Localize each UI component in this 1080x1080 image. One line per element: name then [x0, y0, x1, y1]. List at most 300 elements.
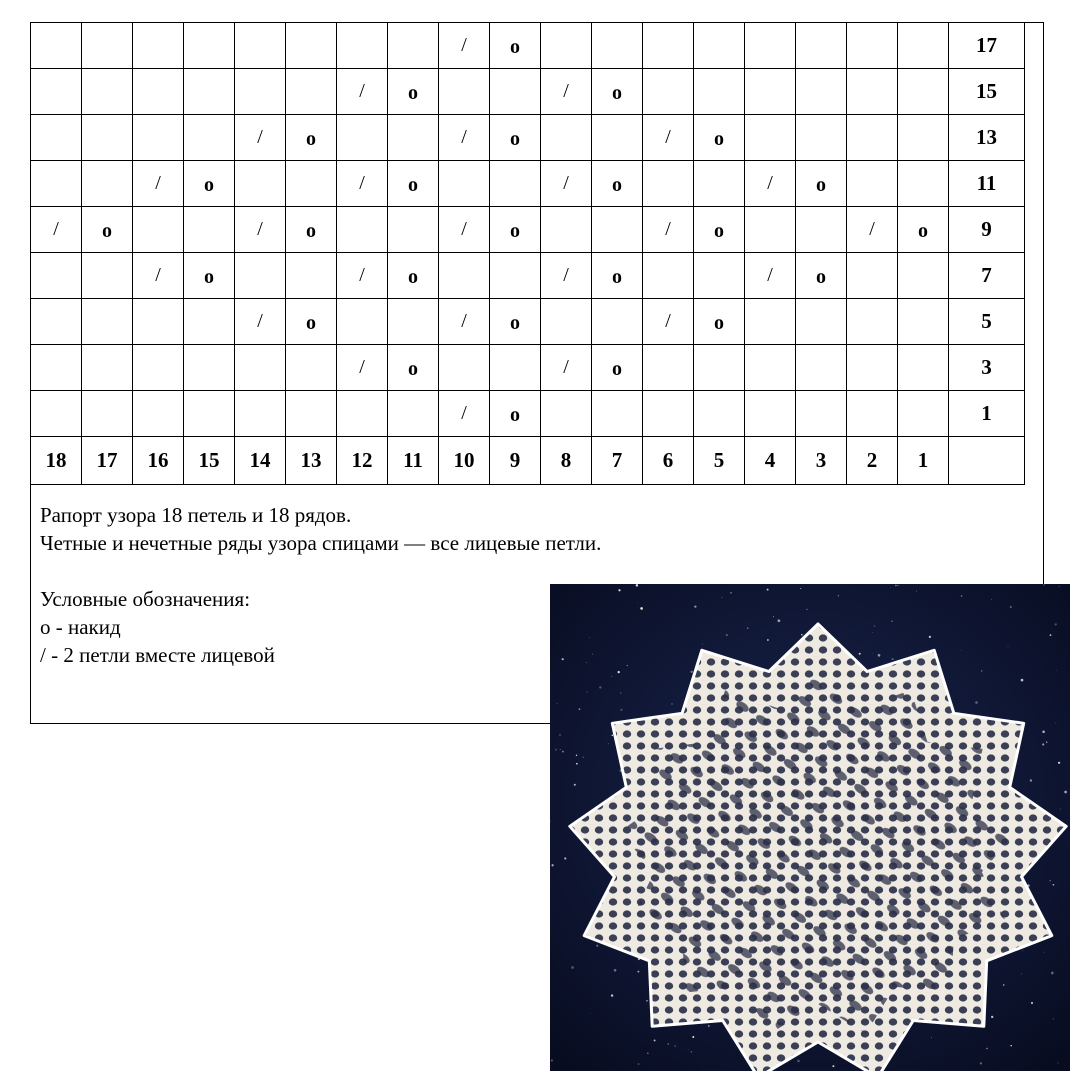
- knit-cell: [337, 207, 388, 253]
- knit-cell: [898, 253, 949, 299]
- yarn-over-cell: o: [286, 115, 337, 161]
- star: [608, 743, 609, 744]
- yarn-over-cell: o: [694, 115, 745, 161]
- yarn-over-cell: o: [388, 345, 439, 391]
- star: [551, 1060, 553, 1062]
- knit-cell: [847, 345, 898, 391]
- row-number: 3: [949, 345, 1025, 391]
- knit-cell: [235, 161, 286, 207]
- knit-cell: [184, 69, 235, 115]
- knit-cell: [898, 391, 949, 437]
- star: [1042, 743, 1044, 745]
- star: [980, 1062, 982, 1064]
- column-number: 12: [337, 437, 388, 485]
- knit-cell: [541, 115, 592, 161]
- star: [891, 620, 893, 622]
- knit-cell: [847, 253, 898, 299]
- knit-cell: [184, 391, 235, 437]
- star: [806, 609, 807, 610]
- column-number: 2: [847, 437, 898, 485]
- star: [1064, 791, 1067, 794]
- row-number: 9: [949, 207, 1025, 253]
- star: [767, 639, 769, 641]
- knit-cell: [133, 391, 184, 437]
- k2tog-cell: /: [235, 299, 286, 345]
- chart-row: [31, 115, 1025, 161]
- k2tog-cell: /: [541, 253, 592, 299]
- knit-cell: [592, 23, 643, 69]
- star: [722, 597, 723, 598]
- star: [638, 1063, 640, 1065]
- star: [1008, 646, 1009, 647]
- star: [1053, 884, 1055, 886]
- knit-cell: [745, 115, 796, 161]
- knit-cell: [439, 69, 490, 115]
- knit-cell: [133, 115, 184, 161]
- star: [620, 692, 622, 694]
- k2tog-cell: /: [745, 253, 796, 299]
- yarn-over-cell: o: [592, 69, 643, 115]
- knit-cell: [388, 391, 439, 437]
- knit-cell: [388, 299, 439, 345]
- star: [1022, 950, 1023, 951]
- k2tog-cell: /: [133, 161, 184, 207]
- star: [747, 627, 749, 629]
- chart-row: [31, 161, 1025, 207]
- star: [583, 757, 584, 758]
- knit-cell: [235, 23, 286, 69]
- k2tog-cell: /: [439, 299, 490, 345]
- row-number: 11: [949, 161, 1025, 207]
- knit-cell: [898, 115, 949, 161]
- yarn-over-cell: o: [286, 207, 337, 253]
- star: [961, 650, 962, 651]
- k2tog-cell: /: [745, 161, 796, 207]
- star: [890, 587, 891, 588]
- star: [872, 632, 873, 633]
- knit-cell: [388, 115, 439, 161]
- star: [1053, 1019, 1054, 1020]
- star: [1051, 972, 1054, 975]
- star: [832, 1065, 834, 1067]
- knit-cell: [745, 391, 796, 437]
- k2tog-cell: /: [847, 207, 898, 253]
- star: [838, 595, 839, 596]
- star: [1043, 584, 1044, 585]
- star: [1044, 952, 1045, 953]
- star: [576, 763, 578, 765]
- knit-cell: [184, 23, 235, 69]
- star: [560, 749, 561, 750]
- star: [730, 592, 731, 593]
- knit-cell: [541, 299, 592, 345]
- knit-cell: [796, 23, 847, 69]
- column-number: 6: [643, 437, 694, 485]
- knit-cell: [694, 253, 745, 299]
- knit-cell: [439, 161, 490, 207]
- column-number: 3: [796, 437, 847, 485]
- knit-cell: [745, 345, 796, 391]
- star: [627, 665, 628, 666]
- chart-row: [31, 23, 1025, 69]
- knit-cell: [490, 345, 541, 391]
- star: [620, 709, 622, 711]
- star: [1042, 731, 1045, 734]
- k2tog-cell: /: [235, 115, 286, 161]
- notes-spacer: [40, 557, 1040, 585]
- star: [991, 599, 992, 600]
- knit-cell: [592, 115, 643, 161]
- knit-cell: [337, 115, 388, 161]
- knit-cell: [337, 391, 388, 437]
- knit-cell: [82, 253, 133, 299]
- knit-cell: [184, 115, 235, 161]
- knit-cell: [133, 69, 184, 115]
- knit-cell: [694, 345, 745, 391]
- knit-cell: [184, 207, 235, 253]
- k2tog-cell: /: [439, 207, 490, 253]
- knit-cell: [286, 161, 337, 207]
- knit-cell: [184, 299, 235, 345]
- corner-cell: [949, 437, 1025, 485]
- star: [618, 671, 620, 673]
- k2tog-cell: /: [337, 161, 388, 207]
- knit-cell: [439, 253, 490, 299]
- knit-cell: [286, 69, 337, 115]
- knit-cell: [694, 161, 745, 207]
- star: [692, 1036, 694, 1038]
- star: [586, 662, 587, 663]
- knit-cell: [847, 299, 898, 345]
- yarn-over-cell: o: [694, 299, 745, 345]
- chart-row: [31, 207, 1025, 253]
- column-number: 8: [541, 437, 592, 485]
- star: [574, 784, 576, 786]
- star: [599, 686, 601, 688]
- legend-title: Условные обозначения:: [40, 587, 251, 611]
- star: [1049, 880, 1050, 881]
- star: [618, 589, 620, 591]
- star: [1059, 586, 1060, 587]
- star: [981, 670, 982, 671]
- knit-cell: [847, 115, 898, 161]
- star: [874, 625, 875, 626]
- knit-cell: [796, 207, 847, 253]
- star: [612, 735, 614, 737]
- yarn-over-cell: o: [490, 391, 541, 437]
- knit-cell: [490, 161, 541, 207]
- star: [668, 1043, 669, 1044]
- knit-cell: [286, 391, 337, 437]
- knit-cell: [337, 299, 388, 345]
- knit-cell: [745, 207, 796, 253]
- yarn-over-cell: o: [694, 207, 745, 253]
- star: [1060, 809, 1061, 810]
- k2tog-cell: /: [235, 207, 286, 253]
- knit-cell: [745, 23, 796, 69]
- star: [878, 654, 881, 657]
- column-number: 15: [184, 437, 235, 485]
- knit-cell: [643, 69, 694, 115]
- knit-cell: [286, 345, 337, 391]
- knit-cell: [694, 391, 745, 437]
- star: [596, 945, 598, 947]
- star: [892, 658, 894, 660]
- star: [637, 971, 639, 973]
- yarn-over-cell: o: [796, 161, 847, 207]
- star: [1046, 741, 1048, 743]
- knit-cell: [388, 23, 439, 69]
- star: [571, 966, 574, 969]
- star: [800, 588, 801, 589]
- star: [1058, 1062, 1059, 1063]
- column-number: 16: [133, 437, 184, 485]
- knit-cell: [643, 345, 694, 391]
- knit-cell: [31, 115, 82, 161]
- star: [708, 1025, 710, 1027]
- knit-cell: [235, 69, 286, 115]
- star: [647, 1053, 648, 1054]
- knit-cell: [286, 23, 337, 69]
- star: [555, 749, 557, 751]
- star: [1010, 606, 1012, 608]
- knit-cell: [847, 69, 898, 115]
- knit-cell: [31, 345, 82, 391]
- row-number: 17: [949, 23, 1025, 69]
- star: [916, 591, 917, 592]
- chart-row: [31, 299, 1025, 345]
- chart-row: [31, 253, 1025, 299]
- star: [611, 994, 613, 996]
- yarn-over-cell: o: [592, 253, 643, 299]
- star: [702, 644, 703, 645]
- knit-cell: [31, 69, 82, 115]
- star: [859, 653, 861, 655]
- knit-cell: [592, 391, 643, 437]
- star: [1050, 634, 1052, 636]
- star: [694, 605, 696, 607]
- knit-cell: [235, 345, 286, 391]
- knit-cell: [694, 69, 745, 115]
- k2tog-cell: /: [643, 299, 694, 345]
- knit-cell: [31, 253, 82, 299]
- column-number: 10: [439, 437, 490, 485]
- k2tog-cell: /: [439, 391, 490, 437]
- knit-cell: [82, 115, 133, 161]
- star: [929, 636, 931, 638]
- knit-cell: [235, 391, 286, 437]
- row-number: 7: [949, 253, 1025, 299]
- knit-cell: [82, 161, 133, 207]
- star: [1003, 984, 1004, 985]
- column-number: 13: [286, 437, 337, 485]
- knit-cell: [643, 253, 694, 299]
- knit-cell: [643, 391, 694, 437]
- knit-cell: [286, 253, 337, 299]
- star: [691, 1051, 693, 1053]
- star: [559, 734, 561, 736]
- k2tog-cell: /: [439, 23, 490, 69]
- star: [579, 708, 581, 710]
- yarn-over-cell: o: [898, 207, 949, 253]
- knit-cell: [439, 345, 490, 391]
- knit-cell: [541, 207, 592, 253]
- knit-cell: [898, 345, 949, 391]
- knit-cell: [847, 23, 898, 69]
- knit-cell: [31, 161, 82, 207]
- knit-cell: [82, 23, 133, 69]
- k2tog-cell: /: [643, 115, 694, 161]
- legend-k2tog: / - 2 петли вместе лицевой: [40, 643, 275, 667]
- star: [931, 1037, 932, 1038]
- knit-cell: [82, 391, 133, 437]
- star: [1031, 1002, 1033, 1004]
- chart-row: [31, 69, 1025, 115]
- star: [562, 751, 564, 753]
- knit-cell: [133, 207, 184, 253]
- star: [767, 589, 769, 591]
- star: [1030, 779, 1032, 781]
- column-number: 14: [235, 437, 286, 485]
- row-number: 1: [949, 391, 1025, 437]
- legend-yarn-over: о - накид: [40, 615, 121, 639]
- star: [646, 1000, 648, 1002]
- k2tog-cell: /: [439, 115, 490, 161]
- star: [1058, 762, 1060, 764]
- k2tog-cell: /: [337, 345, 388, 391]
- knit-cell: [82, 345, 133, 391]
- row-number: 5: [949, 299, 1025, 345]
- star: [551, 864, 553, 866]
- star: [688, 1049, 689, 1050]
- star: [895, 585, 897, 587]
- k2tog-cell: /: [337, 69, 388, 115]
- chart-row: [31, 345, 1025, 391]
- star: [726, 634, 728, 636]
- star: [636, 584, 638, 586]
- knit-cell: [82, 69, 133, 115]
- star: [690, 671, 692, 673]
- star: [611, 676, 612, 677]
- star: [797, 1060, 800, 1063]
- knit-cell: [745, 299, 796, 345]
- knit-cell: [898, 299, 949, 345]
- star: [562, 658, 564, 660]
- yarn-over-cell: o: [592, 161, 643, 207]
- yarn-over-cell: o: [286, 299, 337, 345]
- knit-cell: [643, 23, 694, 69]
- star: [564, 857, 566, 859]
- column-number: 7: [592, 437, 643, 485]
- star: [961, 595, 963, 597]
- k2tog-cell: /: [31, 207, 82, 253]
- knit-cell: [898, 23, 949, 69]
- star: [773, 616, 774, 617]
- knit-cell: [184, 345, 235, 391]
- yarn-over-cell: o: [490, 299, 541, 345]
- column-number: 4: [745, 437, 796, 485]
- star: [592, 654, 593, 655]
- knit-cell: [796, 391, 847, 437]
- knitting-chart-grid: [30, 22, 1025, 485]
- star: [640, 607, 643, 610]
- knit-cell: [133, 299, 184, 345]
- star: [897, 585, 898, 586]
- star: [614, 969, 617, 972]
- column-number: 18: [31, 437, 82, 485]
- star: [587, 692, 588, 693]
- column-number: 1: [898, 437, 949, 485]
- star: [1010, 1045, 1011, 1046]
- star: [703, 1070, 704, 1071]
- yarn-over-cell: o: [388, 161, 439, 207]
- star: [590, 1013, 591, 1014]
- knit-cell: [745, 69, 796, 115]
- k2tog-cell: /: [133, 253, 184, 299]
- column-number: 9: [490, 437, 541, 485]
- knit-cell: [235, 253, 286, 299]
- k2tog-cell: /: [541, 345, 592, 391]
- chart-row: [31, 391, 1025, 437]
- column-number: 5: [694, 437, 745, 485]
- star: [637, 602, 638, 603]
- star: [576, 755, 577, 756]
- yarn-over-cell: o: [82, 207, 133, 253]
- k2tog-cell: /: [541, 161, 592, 207]
- repeat-note: Рапорт узора 18 петель и 18 рядов.: [40, 503, 352, 527]
- star: [1056, 670, 1057, 671]
- yarn-over-cell: o: [592, 345, 643, 391]
- star: [778, 619, 781, 622]
- knit-cell: [592, 207, 643, 253]
- yarn-over-cell: o: [184, 161, 235, 207]
- star: [1055, 723, 1056, 724]
- knit-cell: [490, 253, 541, 299]
- yarn-over-cell: o: [490, 23, 541, 69]
- row-number: 13: [949, 115, 1025, 161]
- star: [671, 703, 672, 704]
- yarn-over-cell: o: [184, 253, 235, 299]
- knit-cell: [643, 161, 694, 207]
- knit-cell: [796, 115, 847, 161]
- knit-cell: [796, 69, 847, 115]
- star: [1021, 679, 1024, 682]
- knit-cell: [388, 207, 439, 253]
- lace-shawl-photo: [550, 584, 1070, 1071]
- star: [801, 634, 803, 636]
- star: [557, 703, 558, 704]
- knit-cell: [694, 23, 745, 69]
- star: [654, 1039, 656, 1041]
- star: [1054, 623, 1056, 625]
- rows-note: Четные и нечетные ряды узора спицами — все лицевые петли.: [40, 531, 602, 555]
- yarn-over-cell: o: [490, 207, 541, 253]
- knit-cell: [31, 391, 82, 437]
- knit-cell: [796, 299, 847, 345]
- star: [975, 701, 978, 704]
- knit-cell: [82, 299, 133, 345]
- yarn-over-cell: o: [388, 253, 439, 299]
- knit-cell: [133, 23, 184, 69]
- star: [1021, 974, 1022, 975]
- knit-cell: [847, 161, 898, 207]
- column-number: 11: [388, 437, 439, 485]
- yarn-over-cell: o: [490, 115, 541, 161]
- k2tog-cell: /: [337, 253, 388, 299]
- yarn-over-cell: o: [388, 69, 439, 115]
- star: [991, 1016, 993, 1018]
- column-number-row: [31, 437, 1025, 485]
